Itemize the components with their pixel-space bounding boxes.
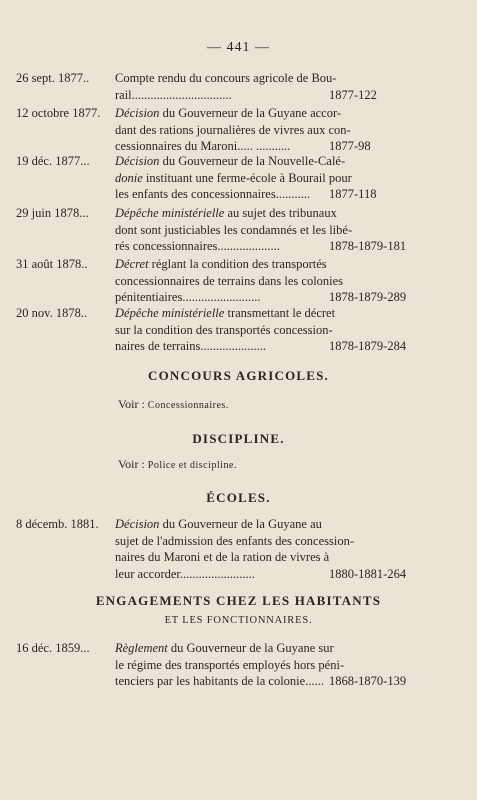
entry-text [115,305,336,355]
section-title-engagements: ENGAGEMENTS CHEZ LES HABITANTS [95,593,382,608]
entry-line [115,222,353,239]
entry-line-text: cessionnaires du Maroni..... ........... [115,139,291,153]
entry-text [115,205,353,255]
entry-lead: Décret [115,257,149,271]
entry-line-text: rail................................ [115,87,232,102]
entry-line [115,205,337,222]
section-title-concours: CONCOURS AGRICOLES. [148,368,329,383]
entry-line [115,533,355,550]
entry-line [115,640,334,657]
entry-line-text: transmettant le décret [224,306,336,320]
page-number: — 441 — [207,40,270,55]
entry-date: 19 déc. 1877... [16,154,90,168]
entry-line-text: le régime des transportés employés hors péni- [115,657,345,672]
entry-line-text: au sujet des tribunaux [224,206,337,220]
entry-reference: 1878-1879-284 [329,339,407,353]
entry-line-text: rés concessionnaires.................... [115,239,280,253]
entry-lead: Décision [115,106,160,120]
voir-target: Concessionnaires. [147,400,229,411]
entry-reference: 1880-1881-264 [329,566,407,581]
entry-line [115,338,325,355]
entry-reference: 1878-1879-181 [329,239,407,253]
entry-line-text: du Gouverneur de la Nouvelle-Calé- [159,154,346,168]
voir-label: Voir : [118,457,148,471]
entry-line [115,305,336,322]
entry-date: 20 nov. 1878.. [16,306,88,320]
entry-line [115,566,325,583]
section-subtitle-engagements: ET LES FONCTIONNAIRES. [164,615,313,626]
entry-line [115,238,325,255]
entry-date: 31 août 1878.. [16,257,88,271]
entry-line-text: dant des rations journalières de vivres aux con- [115,122,351,137]
entry-lead: Décision [115,517,160,531]
entry-reference: 1868-1870-139 [329,674,407,688]
entry-reference: 1877-122 [329,87,377,102]
voir-concours [118,397,229,412]
entry-line-text: instituant une ferme-école à Bourail pour [142,170,352,185]
entry-date: 26 sept. 1877.. [16,71,90,85]
entry-line [115,273,344,290]
voir-target: Police et discipline. [147,460,237,471]
entry-line [115,256,325,273]
entry-text [115,153,352,203]
entry-line [115,673,325,690]
entry-lead: donie [115,170,143,185]
entry-lead: Règlement [115,641,168,655]
entry-line-text: réglant la condition des transportés [148,257,327,271]
entry-text [115,70,337,103]
entry-line [115,186,325,203]
entry-date: 16 déc. 1859... [16,641,90,655]
entry-line-text: sur la condition des transportés concession- [115,322,333,337]
section-title-ecoles: ÉCOLES. [206,490,271,505]
entry-date: 12 octobre 1877. [16,106,101,120]
entry-line-text: naires du Maroni et de la ration de vivres à [115,550,330,564]
entry-line-text: pénitentiaires......................... [115,290,261,304]
section-title-discipline: DISCIPLINE. [192,431,285,446]
entry-lead: Dépêche ministérielle [115,306,225,320]
entry-line [115,70,337,87]
entry-date: 8 décemb. 1881. [16,517,99,531]
entry-line-text: tenciers par les habitants de la colonie...... [115,674,324,688]
voir-label: Voir : [118,397,148,411]
entry-line [115,549,330,566]
entry-line-text: leur accorder........................ [115,566,255,581]
entry-date: 29 juin 1878... [16,206,89,220]
entry-reference: 1877-118 [329,187,377,201]
entry-line [115,87,325,104]
entry-line [115,170,352,187]
entry-reference: 1878-1879-289 [329,290,407,304]
entry-text [115,256,344,306]
entry-line [115,516,325,533]
entry-line-text: du Gouverneur de la Guyane accor- [159,106,342,120]
entry-line [115,657,345,674]
entry-line [115,322,333,339]
entry-line [115,153,346,170]
entry-line-text: du Gouverneur de la Guyane au [159,517,322,531]
entry-text [115,516,355,582]
entry-line-text: Compte rendu du concours agricole de Bou- [115,71,337,85]
entry-lead: Dépêche ministérielle [115,206,225,220]
entry-lead: Décision [115,154,160,168]
entry-text [115,640,345,690]
entry-line [115,289,325,306]
entry-line [115,105,342,122]
voir-discipline [118,457,237,472]
entry-line-text: les enfants des concessionnaires........... [115,187,311,201]
entry-line-text: sujet de l'admission des enfants des concession- [115,533,355,548]
entry-line [115,122,351,139]
entry-line-text: concessionnaires de terrains dans les colonies [115,273,344,288]
entry-line-text: naires de terrains..................... [115,339,267,353]
entry-reference: 1877-98 [329,139,371,153]
entry-line-text: du Gouverneur de la Guyane sur [167,641,334,655]
entry-line-text: dont sont justiciables les condamnés et les libé- [115,222,353,237]
